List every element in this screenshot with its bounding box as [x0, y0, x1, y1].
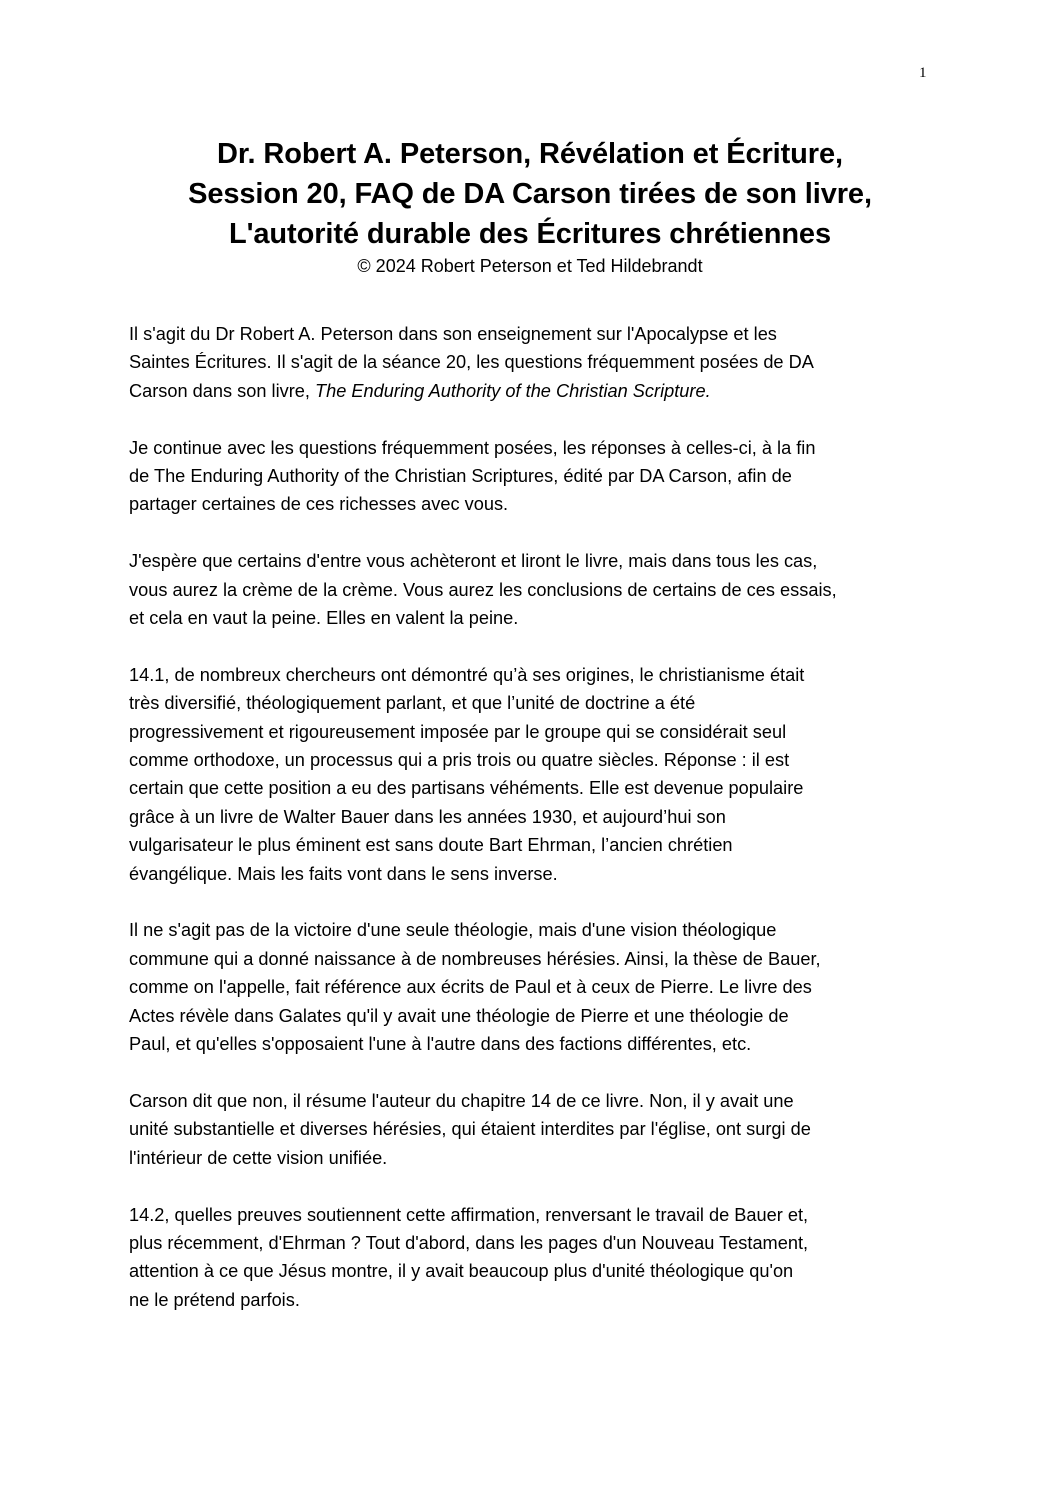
text-line: commune qui a donné naissance à de nombreuses hérésies. Ainsi, la thèse de Bauer,: [129, 948, 821, 969]
copyright-notice: © 2024 Robert Peterson et Ted Hildebrandt: [357, 256, 703, 276]
paragraph-6: [129, 1087, 939, 1172]
text-line: Saintes Écritures. Il s'agit de la séance 20, les questions fréquemment posées de DA: [129, 352, 814, 373]
text-line: grâce à un livre de Walter Bauer dans les années 1930, et aujourd’hui son: [129, 806, 726, 827]
text-line: J'espère que certains d'entre vous achèteront et liront le livre, mais dans tous les cas,: [129, 551, 818, 572]
paragraph-5: [129, 916, 939, 1058]
text-line: Il ne s'agit pas de la victoire d'une seule théologie, mais d'une vision théologique: [129, 920, 777, 941]
document-header: [100, 134, 960, 278]
paragraph-4: [129, 661, 939, 888]
title-line-3: L'autorité durable des Écritures chrétiennes: [228, 218, 831, 250]
text-line: Actes révèle dans Galates qu'il y avait une théologie de Pierre et une théologie de: [129, 1005, 789, 1026]
title-line-1: Dr. Robert A. Peterson, Révélation et Écriture,: [217, 138, 843, 170]
document-body: [129, 320, 939, 1343]
paragraph-7: [129, 1201, 939, 1315]
text-line: [129, 377, 939, 405]
text-line: Je continue avec les questions fréquemment posées, les réponses à celles-ci, à la fin: [129, 437, 816, 458]
paragraph-3: [129, 547, 939, 632]
paragraph-2: [129, 434, 939, 519]
text-line: unité substantielle et diverses hérésies, qui étaient interdites par l'église, ont surgi de: [129, 1119, 811, 1140]
text-line: comme on l'appelle, fait référence aux écrits de Paul et à ceux de Pierre. Le livre des: [129, 977, 812, 998]
book-title-italic: The Enduring Authority of the Christian Scripture.: [315, 380, 711, 401]
text-line: comme orthodoxe, un processus qui a pris trois ou quatre siècles. Réponse : il est: [129, 750, 790, 771]
text-line: de The Enduring Authority of the Christian Scriptures, édité par DA Carson, afin de: [129, 466, 792, 487]
text-line: Il s'agit du Dr Robert A. Peterson dans son enseignement sur l'Apocalypse et les: [129, 324, 777, 344]
paragraph-intro: [129, 320, 939, 405]
text-line: l'intérieur de cette vision unifiée.: [129, 1147, 388, 1168]
text-line: et cela en vaut la peine. Elles en valent la peine.: [129, 608, 519, 629]
text-line: vous aurez la crème de la crème. Vous aurez les conclusions de certains de ces essais,: [129, 579, 837, 600]
text-line: attention à ce que Jésus montre, il y avait beaucoup plus d'unité théologique qu'on: [129, 1261, 794, 1282]
title-line-2: Session 20, FAQ de DA Carson tirées de son livre,: [188, 178, 872, 210]
text-line: progressivement et rigoureusement imposée par le groupe qui se considérait seul: [129, 721, 787, 742]
text-line: 14.2, quelles preuves soutiennent cette affirmation, renversant le travail de Bauer et,: [129, 1204, 809, 1225]
text-line: ne le prétend parfois.: [129, 1289, 300, 1310]
text-line: certain que cette position a eu des partisans véhéments. Elle est devenue populaire: [129, 778, 804, 799]
page-number: 1: [919, 65, 927, 81]
text-line: Paul, et qu'elles s'opposaient l'une à l'autre dans des factions différentes, etc.: [129, 1034, 752, 1055]
text-fragment: Carson dans son livre,: [129, 380, 316, 401]
text-line: 14.1, de nombreux chercheurs ont démontré qu’à ses origines, le christianisme était: [129, 664, 805, 685]
text-line: évangélique. Mais les faits vont dans le sens inverse.: [129, 863, 558, 884]
text-line: très diversifié, théologiquement parlant, et que l’unité de doctrine a été: [129, 693, 696, 714]
text-line: Carson dit que non, il résume l'auteur du chapitre 14 de ce livre. Non, il y avait une: [129, 1090, 794, 1111]
text-line: vulgarisateur le plus éminent est sans doute Bart Ehrman, l’ancien chrétien: [129, 835, 733, 856]
text-line: plus récemment, d'Ehrman ? Tout d'abord, dans les pages d'un Nouveau Testament,: [129, 1232, 809, 1253]
text-line: partager certaines de ces richesses avec vous.: [129, 494, 509, 515]
